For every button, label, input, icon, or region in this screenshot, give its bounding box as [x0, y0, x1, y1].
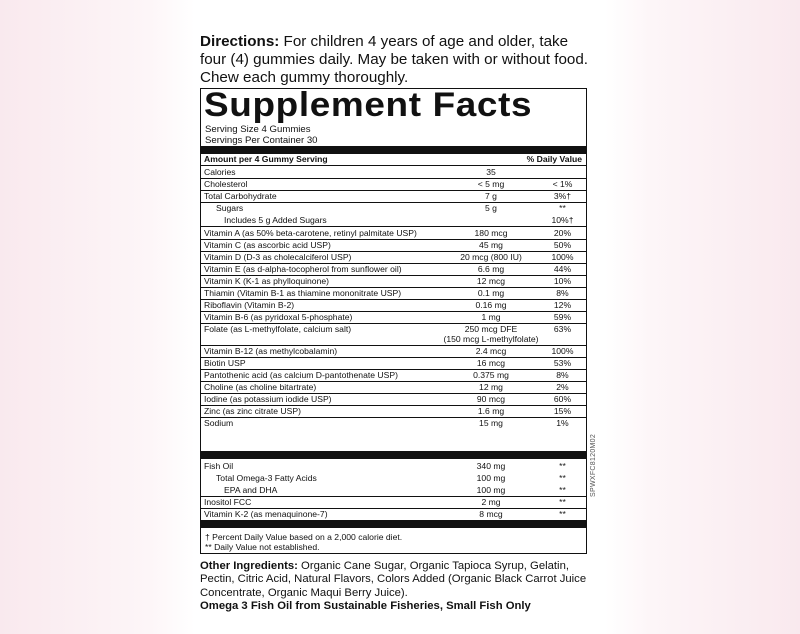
daily-value: ** — [559, 485, 566, 496]
nutrient-name: Calories — [204, 167, 236, 177]
table-row — [201, 312, 586, 324]
daily-value: 100% — [551, 345, 574, 356]
table-row — [201, 264, 586, 276]
header-divider — [201, 165, 586, 166]
serving-size: Serving Size 4 Gummies — [205, 124, 311, 135]
nutrient-amount — [441, 167, 541, 177]
table-row — [201, 358, 586, 370]
amount-line: 35 — [486, 167, 496, 177]
table-row — [201, 252, 586, 264]
nutrient-amount — [441, 288, 541, 298]
nutrient-amount — [441, 485, 541, 495]
nutrient-name: Zinc (as zinc citrate USP) — [204, 406, 301, 417]
table-row — [201, 240, 586, 252]
table-row — [201, 203, 586, 214]
amount-line: 6.6 mg — [477, 263, 505, 274]
other-ingredients — [200, 560, 600, 600]
thick-divider — [201, 520, 586, 528]
nutrient-amount — [441, 203, 541, 213]
nutrient-name: Includes 5 g Added Sugars — [224, 215, 327, 226]
daily-value: 100% — [551, 251, 574, 262]
nutrient-name: Total Omega-3 Fatty Acids — [216, 473, 317, 484]
nutrient-name: Cholesterol — [204, 179, 248, 190]
daily-value: 12% — [553, 300, 572, 311]
amount-line: 2 mg — [481, 497, 501, 508]
daily-value: 8% — [556, 288, 569, 298]
daily-value: 10% — [553, 275, 572, 286]
daily-value: 20% — [553, 227, 572, 238]
nutrient-amount — [441, 240, 541, 250]
footnotes — [205, 532, 402, 552]
table-row — [201, 418, 586, 429]
nutrient-name: Iodine (as potassium iodide USP) — [204, 394, 332, 405]
nutrient-name: Choline (as choline bitartrate) — [204, 382, 317, 393]
nutrient-amount — [441, 179, 541, 189]
supplement-facts-panel — [200, 88, 587, 554]
table-row — [201, 276, 586, 288]
omega-note: Omega 3 Fish Oil from Sustainable Fisheries, Small Fish Only — [200, 600, 531, 612]
daily-value: 59% — [553, 312, 572, 323]
amount-line: 0.16 mg — [475, 300, 507, 311]
daily-value: 1% — [556, 418, 569, 429]
servings-per-container: Servings Per Container 30 — [205, 135, 318, 146]
amount-line: 15 mg — [479, 418, 503, 429]
serving-info — [205, 124, 318, 146]
nutrient-amount — [441, 406, 541, 416]
table-row — [201, 167, 586, 179]
nutrient-amount — [441, 382, 541, 392]
nutrient-name: Biotin USP — [204, 357, 246, 368]
daily-value: 50% — [553, 239, 572, 250]
table-row — [201, 300, 586, 312]
table-row — [201, 228, 586, 240]
daily-value: 2% — [556, 382, 569, 393]
daily-value: < 1% — [552, 179, 573, 190]
nutrient-amount — [441, 312, 541, 322]
nutrient-amount — [441, 473, 541, 483]
nutrient-amount — [441, 370, 541, 380]
amount-line: 0.1 mg — [477, 288, 505, 298]
nutrient-name: Vitamin K (K-1 as phylloquinone) — [204, 275, 329, 286]
nutrient-name: Vitamin B-12 (as methylcobalamin) — [204, 345, 338, 356]
table-row — [201, 215, 586, 227]
nutrient-name: Sodium — [204, 418, 234, 429]
thick-divider — [201, 451, 586, 459]
table-row — [201, 370, 586, 382]
daily-value: 63% — [553, 324, 572, 335]
nutrient-amount — [441, 394, 541, 404]
amount-line: 100 mg — [476, 473, 506, 484]
nutrient-amount — [441, 461, 541, 471]
table-row — [201, 473, 586, 484]
nutrient-name: Pantothenic acid (as calcium D-pantothenate USP) — [204, 370, 398, 380]
directions-body: For children 4 years of age and older, take four (4) gummies daily. May be taken with or without food. Chew each gummy thoroughly. — [200, 33, 589, 86]
table-row — [201, 288, 586, 300]
amount-line: 5 g — [485, 203, 497, 214]
amount-line: 20 mcg (800 IU) — [460, 251, 522, 262]
nutrient-name: Vitamin A (as 50% beta-carotene, retinyl palmitate USP) — [204, 227, 417, 238]
nutrient-name: Vitamin B-6 (as pyridoxal 5-phosphate) — [204, 312, 353, 323]
amount-line: 100 mg — [476, 485, 506, 496]
table-row — [201, 179, 586, 191]
other-ingredients-label: Other Ingredients: — [200, 560, 298, 572]
supplement-facts-title: Supplement Facts — [204, 86, 533, 124]
amount-line: 90 mcg — [476, 394, 506, 405]
table-row — [201, 497, 586, 509]
nutrient-name: Vitamin D (D-3 as cholecalciferol USP) — [204, 251, 352, 262]
nutrient-amount — [441, 324, 541, 344]
facts-header-row — [204, 154, 582, 164]
amount-line: < 5 mg — [477, 179, 505, 190]
directions-label: Directions: — [200, 33, 280, 50]
amount-line: 2.4 mcg — [475, 345, 507, 356]
daily-value: 10%† — [551, 215, 574, 226]
daily-value: ** — [559, 461, 566, 471]
table-row — [201, 324, 586, 346]
table-row — [201, 382, 586, 394]
amount-line-secondary: (150 mcg L-methylfolate) — [443, 334, 539, 345]
footnote-dv-not-established: ** Daily Value not established. — [205, 542, 320, 552]
table-row — [201, 406, 586, 418]
amount-line: 0.375 mg — [473, 370, 509, 380]
footnote-percent-dv: † Percent Daily Value based on a 2,000 calorie diet. — [205, 532, 403, 542]
nutrient-name: Total Carbohydrate — [204, 191, 277, 202]
nutrient-name: Thiamin (Vitamin B-1 as thiamine mononitrate USP) — [204, 288, 402, 298]
amount-line: 340 mg — [476, 461, 506, 471]
nutrient-name: Vitamin K-2 (as menaquinone-7) — [204, 509, 328, 520]
nutrient-amount — [441, 300, 541, 310]
nutrient-amount — [441, 264, 541, 274]
amount-line: 7 g — [485, 191, 497, 202]
nutrient-amount — [441, 191, 541, 201]
table-row — [201, 394, 586, 406]
daily-value: 8% — [556, 370, 569, 380]
daily-value: 60% — [553, 394, 572, 405]
amount-line: 12 mg — [479, 382, 503, 393]
amount-per-serving-header: Amount per 4 Gummy Serving — [204, 154, 328, 164]
amount-line: 8 mcg — [479, 509, 503, 520]
amount-line: 180 mcg — [474, 227, 508, 238]
nutrient-name: Folate (as L-methylfolate, calcium salt) — [204, 324, 352, 335]
daily-value-header: % Daily Value — [526, 154, 582, 164]
nutrient-name: Vitamin C (as ascorbic acid USP) — [204, 239, 331, 250]
nutrient-amount — [441, 497, 541, 507]
amount-line: 1 mg — [481, 312, 501, 323]
daily-value: 3%† — [553, 191, 572, 202]
table-row — [201, 461, 586, 472]
nutrient-amount — [441, 276, 541, 286]
directions-text — [200, 33, 590, 87]
nutrient-name: Sugars — [216, 203, 244, 214]
amount-line: 250 mcg DFE — [464, 324, 518, 335]
nutrient-name: EPA and DHA — [224, 485, 278, 496]
amount-line: 45 mg — [479, 239, 503, 250]
table-row — [201, 485, 586, 497]
nutrient-amount — [441, 509, 541, 519]
amount-line: 16 mcg — [476, 357, 506, 368]
amount-line: 12 mcg — [476, 275, 506, 286]
nutrient-name: Inositol FCC — [204, 497, 252, 508]
nutrient-name: Fish Oil — [204, 461, 234, 471]
thick-divider — [201, 146, 586, 154]
amount-line: 1.6 mg — [477, 406, 505, 417]
other-ingredients-text: Organic Cane Sugar, Organic Tapioca Syrup, Gelatin, Pectin, Citric Acid, Natural Flavors, Colors Added (Organic Black Carrot Juice Concentrate, Organic Maqui Berry Juice). — [200, 560, 587, 599]
daily-value: 44% — [553, 263, 572, 274]
nutrient-amount — [441, 358, 541, 368]
nutrient-amount — [441, 418, 541, 428]
daily-value: ** — [559, 473, 566, 484]
nutrient-amount — [441, 346, 541, 356]
nutrient-name: Riboflavin (Vitamin B-2) — [204, 300, 295, 311]
daily-value: ** — [559, 509, 566, 520]
daily-value: 15% — [553, 406, 572, 417]
table-row — [201, 346, 586, 358]
daily-value: 53% — [553, 357, 572, 368]
nutrient-amount — [441, 252, 541, 262]
label-code: SPWXFC8120M02 — [590, 433, 597, 497]
daily-value: ** — [559, 497, 566, 508]
nutrient-amount — [441, 228, 541, 238]
table-row — [201, 191, 586, 203]
nutrient-name: Vitamin E (as d-alpha-tocopherol from sunflower oil) — [204, 263, 402, 274]
daily-value: ** — [559, 203, 566, 214]
